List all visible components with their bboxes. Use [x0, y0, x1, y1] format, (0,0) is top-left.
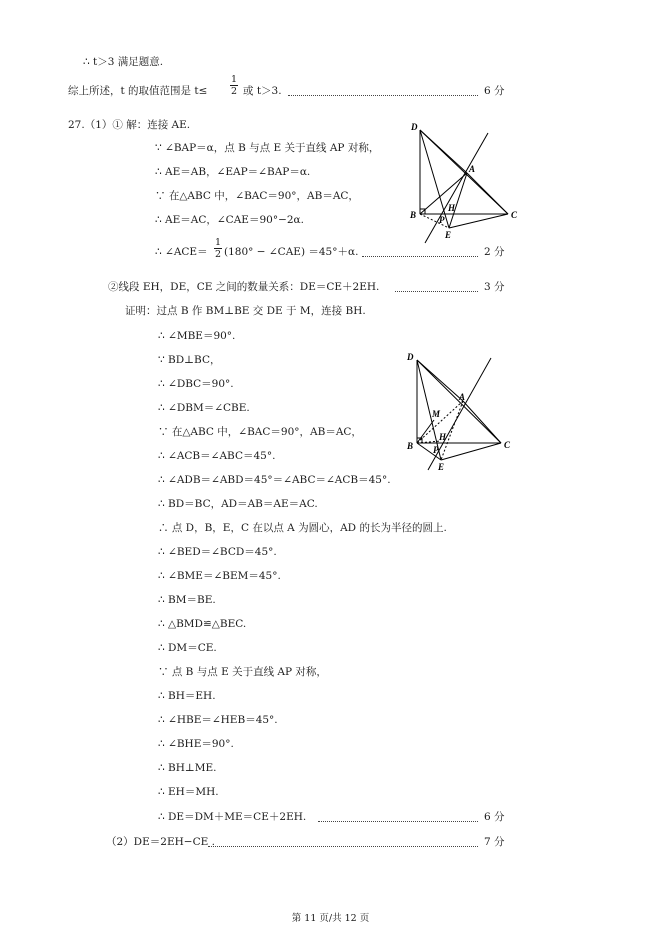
leader-dots: [395, 291, 478, 292]
segment-da: [420, 130, 467, 173]
segment-ec: [449, 214, 508, 228]
page-footer: 第 11 页/共 12 页: [291, 913, 370, 924]
segment-ac: [467, 173, 508, 214]
text-line: ②线段 EH，DE，CE 之间的数量关系：DE＝CE＋2EH.: [108, 281, 380, 293]
text-line: ∴ ∠DBM＝∠CBE.: [158, 402, 250, 414]
point-label: P: [433, 445, 439, 455]
leader-dots: [362, 256, 478, 257]
text-line: ∴ ∠ACE＝: [155, 246, 208, 258]
text-line: 或 t＞3.: [243, 85, 282, 97]
text-line: ∴ ∠HBE＝∠HEB＝45°.: [158, 714, 278, 726]
point-label: H: [448, 203, 456, 213]
point-label: B: [410, 210, 417, 220]
point-label: D: [407, 352, 414, 362]
fraction: [230, 74, 238, 97]
point-label: M: [432, 409, 441, 419]
score: 3 分: [484, 281, 505, 293]
segment-bm: [417, 420, 434, 443]
point-label: D: [411, 122, 418, 132]
point-label: C: [504, 440, 511, 450]
text-line: ∴ EH＝MH.: [158, 786, 219, 798]
leader-dots: [318, 821, 478, 822]
score: 6 分: [484, 85, 505, 97]
text-line: ∵ 点 B 与点 E 关于直线 AP 对称，: [158, 666, 327, 678]
text-line: ∴ AE＝AC，∠CAE＝90°−2α.: [155, 214, 304, 226]
text-line: ∴ ∠DBC＝90°.: [158, 378, 234, 390]
fraction-numerator: 1: [215, 237, 222, 248]
text-line: ∴ ∠BHE＝90°.: [158, 738, 234, 750]
leader-dots: [208, 846, 478, 847]
point-label: E: [445, 230, 452, 240]
point-label: A: [469, 164, 476, 174]
text-line: ∴ BM＝BE.: [158, 594, 216, 606]
text-line: ∵ BD⊥BC，: [158, 354, 221, 366]
text-line: ∴ ∠ACB＝∠ABC＝45°.: [158, 450, 276, 462]
text-line: ∵ ∠BAP＝α，点 B 与点 E 关于直线 AP 对称，: [155, 142, 380, 154]
text-line: ∴ t＞3 满足题意.: [83, 56, 164, 68]
text-line: ∴ ∠MBE＝90°.: [158, 330, 236, 342]
fraction-denominator: 2: [215, 249, 222, 260]
geometry-figure-1: [405, 115, 525, 245]
fraction-denominator: 2: [231, 86, 238, 97]
text-line: (180° − ∠CAE) ＝45°＋α.: [224, 246, 359, 258]
fraction: [214, 237, 222, 260]
text-line: （2）DE＝2EH−CE .: [106, 836, 215, 848]
geometry-figure-2: [403, 348, 523, 478]
segment-de: [420, 130, 449, 228]
text-line: 证明：过点 B 作 BM⊥BE 交 DE 于 M，连接 BH.: [125, 305, 366, 317]
segment-ac: [463, 401, 501, 443]
text-line: 综上所述，t 的取值范围是 t≤: [68, 85, 208, 97]
score: 6 分: [484, 811, 505, 823]
score: 7 分: [484, 836, 505, 848]
text-line: ∵ 在△ABC 中，∠BAC＝90°，AB＝AC，: [158, 426, 362, 438]
text-line: ∴ BD＝BC，AD＝AB＝AE＝AC.: [158, 498, 318, 510]
segment-da: [417, 360, 466, 402]
point-label: E: [438, 462, 445, 472]
fraction-numerator: 1: [231, 74, 238, 85]
text-line: ∴ DE＝DM＋ME＝CE＋2EH.: [158, 811, 307, 823]
segment-ec: [441, 443, 501, 460]
segment-ae: [441, 401, 463, 460]
score: 2 分: [484, 246, 505, 258]
point-label: H: [439, 432, 447, 442]
text-line: ∴ △BMD≌△BEC.: [158, 618, 247, 630]
text-line: ∴ ∠BED＝∠BCD＝45°.: [158, 546, 277, 558]
problem-heading: 27.（1）① 解：连接 AE.: [68, 119, 191, 131]
point-label: P: [439, 215, 445, 225]
text-line: ∴ AE＝AB，∠EAP＝∠BAP＝α.: [155, 166, 311, 178]
text-line: ∵ 在△ABC 中，∠BAC＝90°，AB＝AC，: [155, 190, 359, 202]
leader-dots: [288, 95, 478, 96]
text-line: ∴ 点 D，B，E，C 在以点 A 为圆心，AD 的长为半径的圆上.: [158, 522, 447, 534]
text-line: ∴ ∠BME＝∠BEM＝45°.: [158, 570, 281, 582]
point-label: A: [459, 392, 466, 402]
point-label: C: [511, 210, 518, 220]
text-line: ∴ BH＝EH.: [158, 690, 216, 702]
point-label: B: [407, 441, 414, 451]
text-line: ∴ DM＝CE.: [158, 642, 217, 654]
text-line: ∴ BH⊥ME.: [158, 762, 217, 774]
text-line: ∴ ∠ADB＝∠ABD＝45°＝∠ABC＝∠ACB＝45°.: [158, 474, 391, 486]
